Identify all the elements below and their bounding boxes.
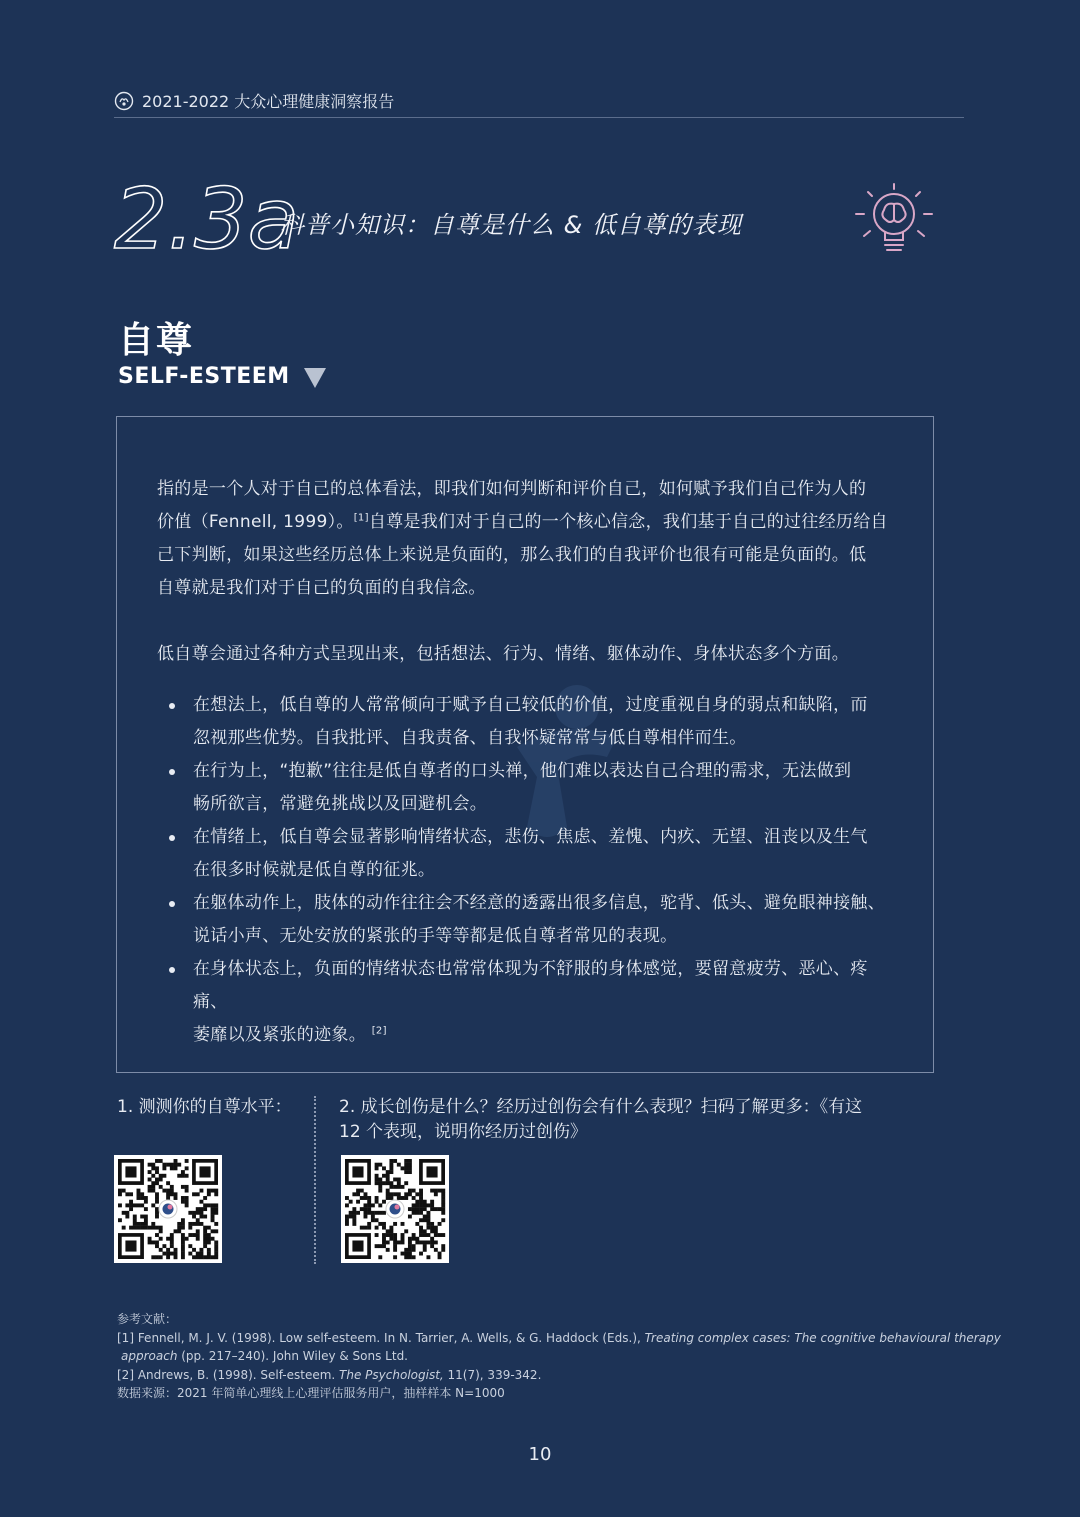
section-title: 科普小知识：自尊是什么 & 低自尊的表现: [280, 211, 742, 239]
reference-1: [1] Fennell, M. J. V. (1998). Low self-esteem. In N. Tarrier, A. Wells, & G. Haddock (Eds.), Treating complex cases: The cognitive behavioural therapy: [117, 1330, 1001, 1345]
manifestation-list: [157, 689, 897, 1052]
definition-content: [157, 473, 897, 1052]
triangle-down-icon: [304, 368, 326, 388]
data-source: 数据来源：2021 年简单心理线上心理评估服务用户，抽样样本 N=1000: [117, 1386, 505, 1400]
para1-line-2: 价值（Fennell, 1999）。: [157, 512, 354, 532]
heading-english: SELF-ESTEEM: [118, 364, 290, 389]
section-number-text: 2.3a: [114, 170, 300, 268]
heading-chinese: 自尊: [118, 320, 195, 361]
reference-1-cont: approach (pp. 217–240). John Wiley & Sons Ltd.: [121, 1349, 408, 1363]
list-item: 在想法上，低自尊的人常常倾向于赋予自己较低的价值，过度重视自身的弱点和缺陷，而 忽视那些优势。自我批评、自我责备、自我怀疑常常与低自尊相伴而生。: [157, 689, 897, 755]
definition-box: [116, 416, 934, 1073]
qr-label-trauma-article: 2. 成长创伤是什么？经历过创伤会有什么表现？扫码了解更多：《有这 12 个表现，说明你经历过创伤》: [339, 1097, 863, 1142]
brand-logo-icon: [114, 91, 134, 111]
header-title: 2021-2022 大众心理健康洞察报告: [142, 92, 395, 111]
para1-line-3: 己下判断，如果这些经历总体上来说是负面的，那么我们的自我评价也很有可能是负面的。低: [157, 545, 867, 565]
list-item: 在情绪上，低自尊会显著影响情绪状态，悲伤、焦虑、羞愧、内疚、无望、沮丧以及生气 在很多时候就是低自尊的征兆。: [157, 821, 897, 887]
page-header: [114, 90, 964, 118]
list-item: 在躯体动作上，肢体的动作往往会不经意的透露出很多信息，驼背、低头、避免眼神接触、 说话小声、无处安放的紧张的手等等都是低自尊者常见的表现。: [157, 887, 897, 953]
qr-code-trauma-article[interactable]: [341, 1155, 449, 1263]
references: [117, 1310, 1001, 1403]
list-item: 在行为上，“抱歉”往往是低自尊者的口头禅，他们难以表达自己合理的需求，无法做到 畅所欲言，常避免挑战以及回避机会。: [157, 755, 897, 821]
qr-code-self-esteem-test[interactable]: [114, 1155, 222, 1263]
page-number: 10: [528, 1444, 552, 1465]
section-number: [112, 170, 300, 268]
para1-line-4: 自尊就是我们对于自己的负面的自我信念。: [157, 578, 486, 598]
para1-line-2b: 自尊是我们对于自己的一个核心信念，我们基于自己的过往经历给自: [368, 512, 888, 532]
lightbulb-brain-icon: [852, 180, 936, 260]
references-heading: 参考文献：: [117, 1312, 178, 1326]
qr-label-self-esteem-test: 1. 测测你的自尊水平：: [117, 1097, 292, 1117]
citation-1: [1]: [353, 512, 369, 524]
manifestation-intro: 低自尊会通过各种方式呈现出来，包括想法、行为、情绪、躯体动作、身体状态多个方面。: [157, 644, 849, 664]
list-item: 在身体状态上，负面的情绪状态也常常体现为不舒服的身体感觉，要留意疲劳、恶心、疼痛、 萎靡以及紧张的迹象。 [2]: [157, 953, 897, 1052]
para1-line-1: 指的是一个人对于自己的总体看法，即我们如何判断和评价自己，如何赋予我们自己作为人的: [157, 479, 867, 499]
dotted-divider: [314, 1096, 316, 1264]
citation-2: [2]: [371, 1025, 387, 1037]
definition-paragraph: [157, 473, 897, 605]
reference-2: [2] Andrews, B. (1998). Self-esteem. The Psychologist, 11(7), 339-342.: [117, 1367, 542, 1382]
